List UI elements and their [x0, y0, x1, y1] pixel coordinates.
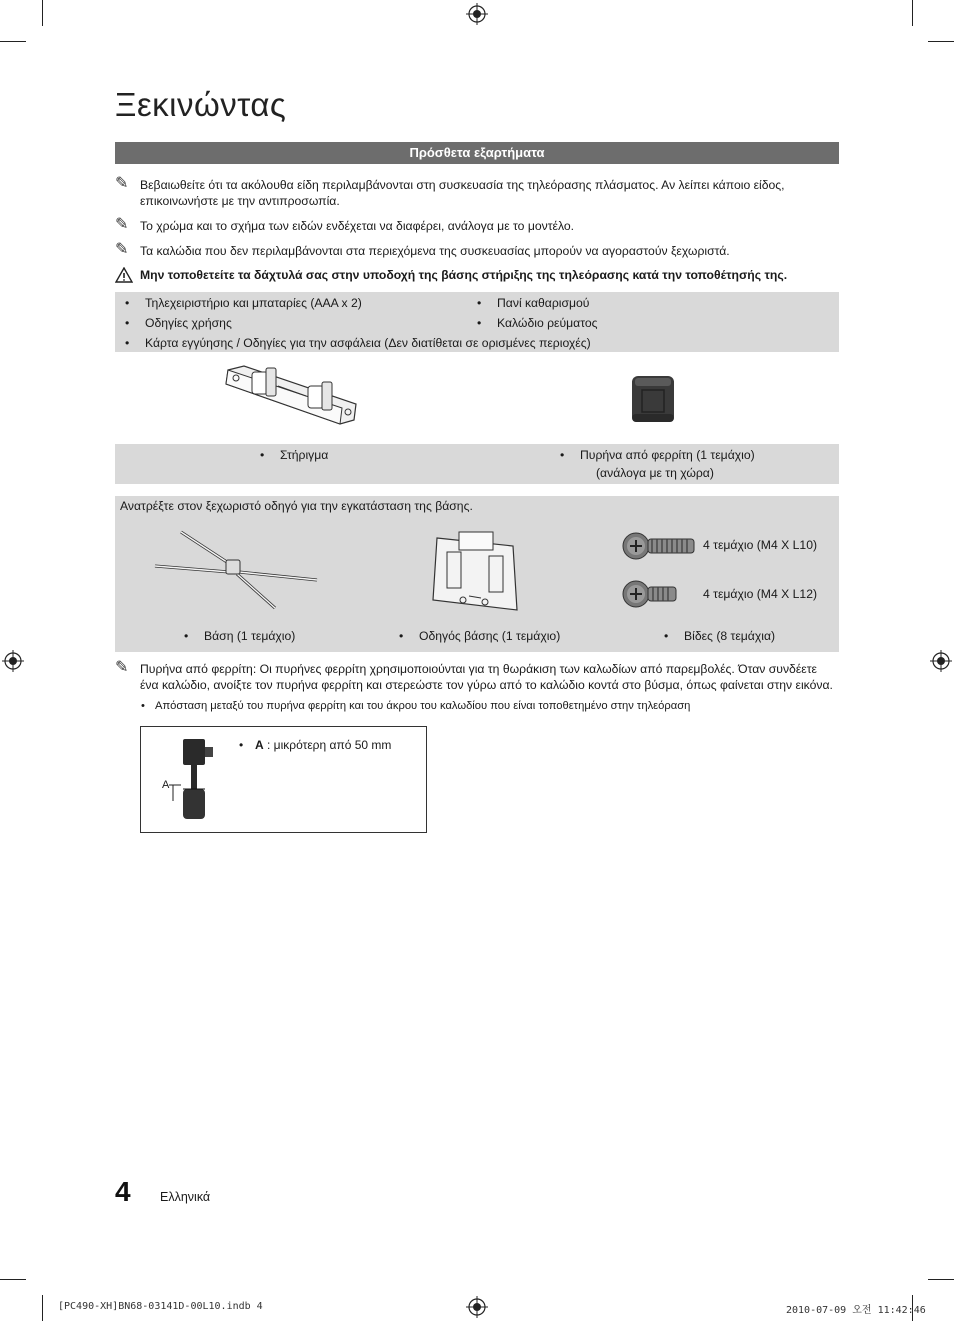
pencil-note-icon: ✎	[115, 241, 129, 258]
note-item	[115, 218, 840, 234]
ferrite-note-text: Πυρήνα από φερρίτη: Οι πυρήνες φερρίτη χρησιμοποιούνται για τη θωράκιση των καλωδίων από παρεμβολές. Όταν συνδέετε	[140, 662, 817, 676]
note-text: Βεβαιωθείτε ότι τα ακόλουθα είδη περιλαμβάνονται στη συσκευασία της τηλεόρασης πλάσματος. Αν λείπει κάποιο είδος,	[140, 178, 785, 192]
list-item: • Καλώδιο ρεύματος	[497, 315, 598, 331]
screw-l12-label: 4 τεμάχιο (M4 X L12)	[703, 587, 818, 601]
pencil-note-icon: ✎	[115, 175, 129, 192]
page-title: Ξεκινώντας	[115, 86, 287, 123]
note-text: Τα καλώδια που δεν περιλαμβάνονται στα περιεχόμενα της συσκευασίας μπορούν να αγοραστούν ξεχωριστά.	[140, 244, 730, 258]
registration-mark-icon	[466, 3, 488, 25]
ferrite-sub-note-text: Απόσταση μεταξύ του πυρήνα φερρίτη και του άκρου του καλωδίου που είναι τοποθετημένο στην τηλεόραση	[155, 700, 691, 712]
included-items-box	[115, 292, 839, 352]
stand-intro: Ανατρέξτε στον ξεχωριστό οδηγό για την εγκατάσταση της βάσης.	[120, 499, 473, 513]
pencil-note-icon: ✎	[115, 659, 129, 676]
registration-mark-icon	[930, 650, 952, 672]
parts-label-box	[115, 444, 839, 484]
registration-mark-icon	[2, 650, 24, 672]
note-item	[115, 243, 840, 259]
list-item: • Κάρτα εγγύησης / Οδηγίες για την ασφάλεια (Δεν διατίθεται σε ορισμένες περιοχές)	[145, 335, 591, 351]
a-label: A	[162, 779, 170, 791]
stand-box	[115, 496, 839, 652]
stand-image	[153, 528, 319, 612]
crop-mark	[42, 1295, 43, 1321]
ferrite-diagram-box	[140, 726, 427, 833]
stand-guide-label: • Οδηγός βάσης (1 τεμάχιο)	[419, 628, 560, 644]
ferrite-note-text: ένα καλώδιο, ανοίξτε τον πυρήνα φερρίτη και στερεώστε τον γύρω από το καλώδιο κοντά στο βύσμα, όπως φαίνεται στην εικόνα.	[140, 678, 833, 692]
ferrite-core-image	[630, 374, 676, 424]
language-label: Ελληνικά	[160, 1190, 211, 1204]
crop-mark	[928, 41, 954, 42]
section-header: Πρόσθετα εξαρτήματα	[115, 142, 839, 164]
note-item	[115, 177, 840, 209]
ferrite-sublabel: (ανάλογα με τη χώρα)	[596, 466, 714, 480]
a-description: • A : μικρότερη από 50 mm	[239, 738, 392, 752]
holder-image	[222, 362, 360, 426]
crop-mark	[928, 1279, 954, 1280]
note-text: Το χρώμα και το σχήμα των ειδών ενδέχεται να διαφέρει, ανάλογα με το μοντέλο.	[140, 219, 575, 233]
list-item: • Τηλεχειριστήριο και μπαταρίες (AAA x 2)	[145, 295, 362, 311]
crop-mark	[42, 0, 43, 26]
crop-mark	[0, 1279, 26, 1280]
list-item: • Οδηγίες χρήσης	[145, 315, 232, 331]
stand-label: • Βάση (1 τεμάχιο)	[204, 628, 295, 644]
footer-file: [PC490-XH]BN68-03141D-00L10.indb 4	[58, 1301, 263, 1312]
footer-date: 2010-07-09 오전 11:42:46	[786, 1305, 926, 1316]
registration-mark-icon	[466, 1296, 488, 1318]
cable-ferrite-image	[161, 737, 217, 823]
screws-label: • Βίδες (8 τεμάχια)	[684, 628, 775, 644]
crop-mark	[912, 0, 913, 26]
list-item: • Πανί καθαρισμού	[497, 295, 589, 311]
ferrite-label: • Πυρήνα από φερρίτη (1 τεμάχιο)	[580, 447, 755, 463]
note-text: επικοινωνήστε με την αντιπροσωπία.	[140, 194, 340, 208]
crop-mark	[0, 41, 26, 42]
stand-guide-image	[429, 530, 523, 614]
warning-icon	[115, 267, 140, 286]
screw-l10-label: 4 τεμάχιο (M4 X L10)	[703, 538, 818, 552]
ferrite-note	[115, 661, 840, 693]
holder-label: • Στήριγμα	[280, 447, 328, 463]
pencil-note-icon: ✎	[115, 216, 129, 233]
screw-l12-image	[622, 577, 678, 611]
screw-l10-image	[622, 529, 696, 563]
page-number: 4	[115, 1176, 131, 1207]
warning-text: Μην τοποθετείτε τα δάχτυλά σας στην υποδοχή της βάσης στήριξης της τηλεόρασης κατά την τοποθέτησής της.	[140, 268, 788, 282]
ferrite-sub-note: • Απόσταση μεταξύ του πυρήνα φερρίτη και του άκρου του καλωδίου που είναι τοποθετημένο στην τηλεόραση	[141, 700, 691, 712]
a-key: A	[255, 738, 264, 752]
a-text: : μικρότερη από 50 mm	[263, 738, 392, 752]
warning-item	[115, 267, 840, 286]
